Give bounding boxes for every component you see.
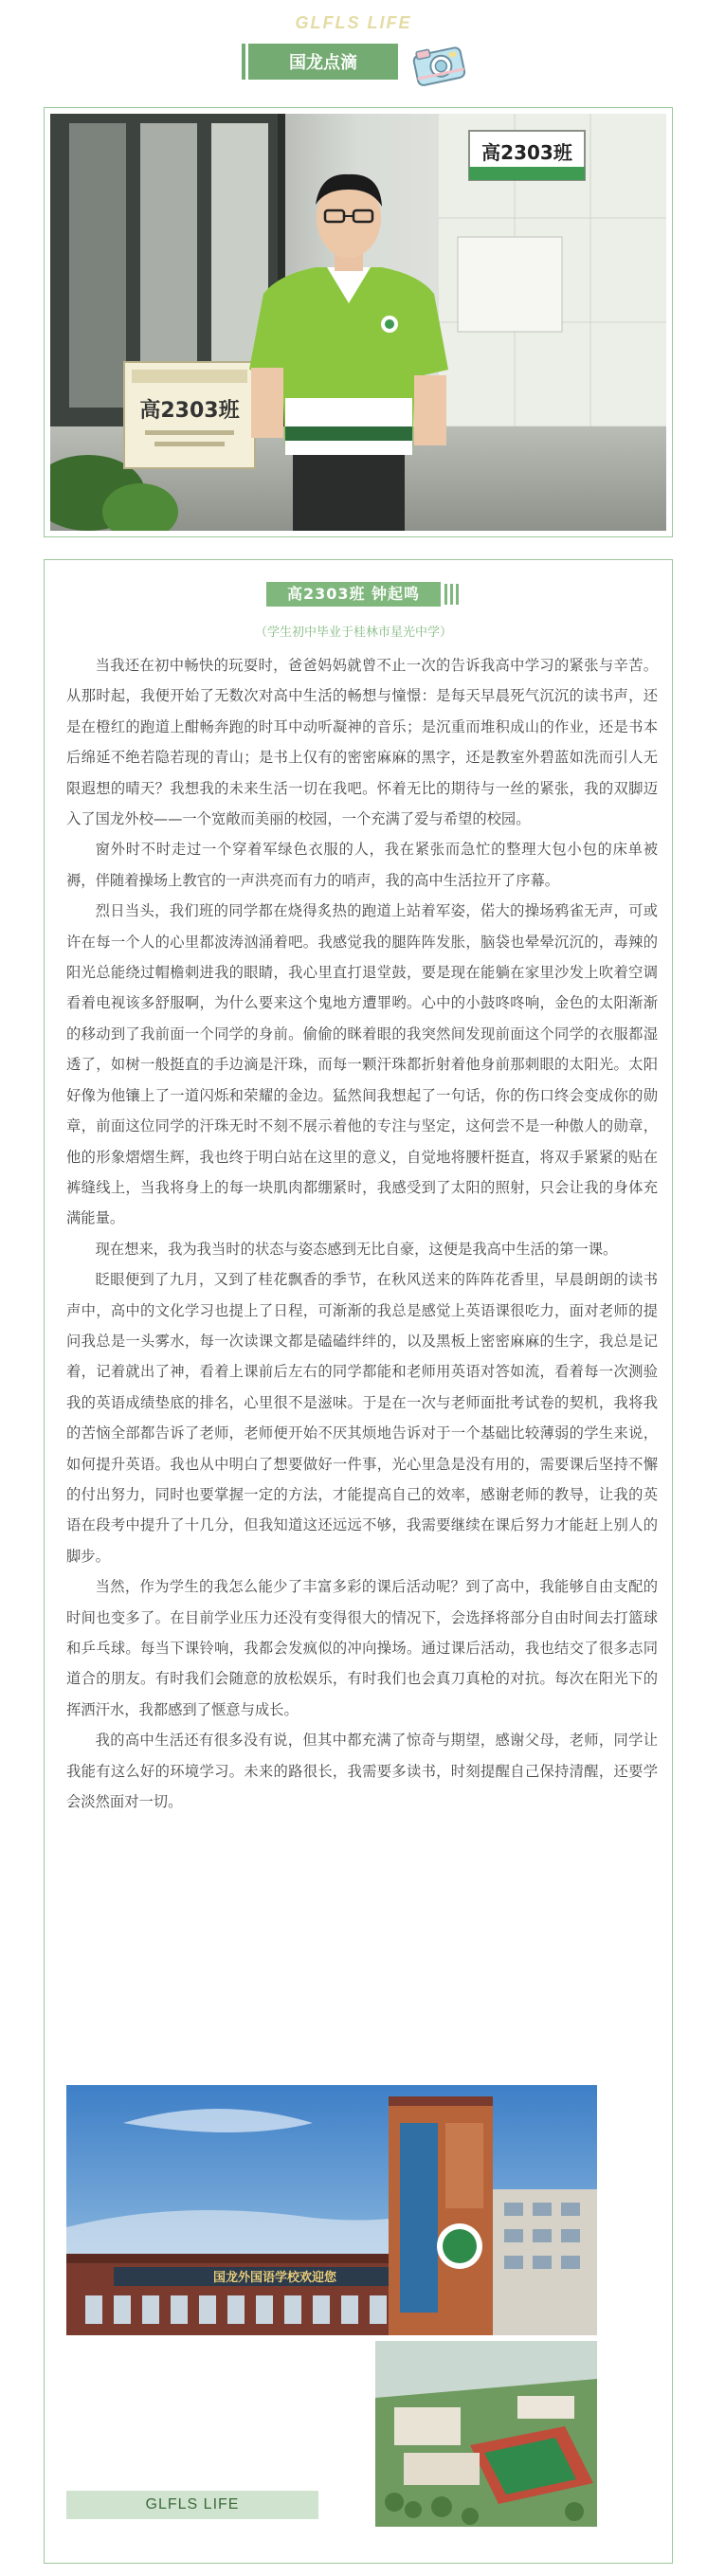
article-subtitle: （学生初中毕业于桂林市星光中学） (254, 626, 452, 640)
article-title-wrap (0, 582, 707, 607)
student-photo-frame (44, 107, 673, 537)
door-sign-text: 高2303班 (481, 141, 572, 164)
stand-sign-text: 高2303班 (139, 399, 240, 423)
title-bars-decoration (443, 582, 462, 607)
section-title: 国龙点滴 (248, 44, 398, 80)
paragraph: 当然，作为学生的我怎么能少了丰富多彩的课后活动呢？到了高中，我能够自由支配的时间也变多了。在目前学业压力还没有变得很大的情况下，会选择将部分自由时间去打篮球和乒乓球。每当下课铃响，我都会发疯似的冲向操场。通过课后活动，我也结交了很多志同道合的朋友。有时我们会随意的放松娱乐，有时我们也会真刀真枪的对抗。每次在阳光下的挥洒汗水，我都感到了惬意与成长。 (66, 1578, 658, 1718)
article-body (66, 650, 658, 1817)
building-banner-text: 国龙外国语学校欢迎您 (212, 2271, 337, 2285)
campus-aerial-photo (370, 2335, 603, 2532)
brand-header: GLFLS LIFE (295, 13, 412, 32)
paragraph: 我的高中生活还有很多没有说，但其中都充满了惊奇与期望，感谢父母，老师，同学让我能有这么好的环境学习。未来的路很长，我需要多读书，时刻提醒自己保持清醒，还要学会淡然面对一切。 (66, 1732, 658, 1811)
student-photo (50, 114, 666, 531)
camera-icon (409, 36, 470, 91)
footer-brand: GLFLS LIFE (66, 2491, 318, 2519)
school-building-photo (66, 2085, 597, 2335)
paragraph: 眨眼便到了九月，又到了桂花飘香的季节，在秋风送来的阵阵花香里，早晨朗朗的读书声中，高中的文化学习也提上了日程，可渐渐的我总是感觉上英语课很吃力，面对老师的提问我总是一头雾水，每一次读课文都是磕磕绊绊的，以及黑板上密密麻麻的生字，我总是记着，记着就出了神，看着上课前后左右的同学都能和老师用英语对答如流，看着每一次测验我的英语成绩垫底的排名，心里很不是滋味。于是在一次与老师面批考试卷的契机，我将我的苦恼全部都告诉了老师，老师便开始不厌其烦地告诉对于一个基础比较薄弱的学生来说，如何提升英语。我也从中明白了想要做好一件事，光心里急是没有用的，需要课后坚持不懈的付出努力，同时也要掌握一定的方法，才能提高自己的效率，感谢老师的教导，让我的英语在段考中提升了十几分，但我知道这还远远不够，我需要继续在课后努力才能赶上别人的脚步。 (66, 1271, 658, 1565)
paragraph: 窗外时不时走过一个穿着军绿色衣服的人，我在紧张而急忙的整理大包小包的床单被褥，伴随着操场上教官的一声洪亮而有力的哨声，我的高中生活拉开了序幕。 (66, 841, 658, 889)
paragraph: 现在想来，我为我当时的状态与姿态感到无比自豪，这便是我高中生活的第一课。 (95, 1240, 618, 1258)
paragraph: 当我还在初中畅快的玩耍时，爸爸妈妈就曾不止一次的告诉我高中学习的紧张与辛苦。从那时起，我便开始了无数次对高中生活的畅想与憧憬：是每天早晨死气沉沉的读书声，还是在橙红的跑道上酣畅奔跑的时耳中动听凝神的音乐；是沉重而堆积成山的作业，还是书本后绵延不绝若隐若现的青山；是书上仅有的密密麻麻的黑字，还是教室外碧蓝如洗而引人无限遐想的晴天？我想我的未来生活一切在我吧。怀着无比的期待与一丝的紧张，我的双脚迈入了国龙外校——一个宽敞而美丽的校园，一个充满了爱与希望的校园。 (66, 657, 658, 828)
article-title-text: 高2303班 钟起鸣 (286, 585, 421, 603)
section-title-accent (242, 44, 245, 80)
paragraph: 烈日当头，我们班的同学都在烧得炙热的跑道上站着军姿，偌大的操场鸦雀无声，可或许在每一个人的心里都波涛汹涌着吧。我感觉我的腿阵阵发胀，脑袋也晕晕沉沉的，毒辣的阳光总能绕过帽檐刺进我的眼睛，我心里直打退堂鼓，要是现在能躺在家里沙发上吹着空调看着电视该多舒服啊，为什么要来这个鬼地方遭罪哟。心中的小鼓咚咚响，金色的太阳渐渐的移动到了我前面一个同学的身前。偷偷的眯着眼的我突然间发现前面这个同学的衣服都湿透了，如树一般挺直的手边滴是汗珠，而每一颗汗珠都折射着他身前那刺眼的太阳光。太阳好像为他镶上了一道闪烁和荣耀的金边。猛然间我想起了一句话，你的伤口终会变成你的勋章，前面这位同学的汗珠无时不刻不展示着他的专注与坚定，这何尝不是一种傲人的勋章，他的形象熠熠生辉，我也终于明白站在这里的意义，自觉地将腰杆挺直，将双手紧紧的贴在裤缝线上，当我将身上的每一块肌肉都绷紧时，我感受到了太阳的照射，只会让我的身体充满能量。 (66, 902, 658, 1227)
article-title (266, 582, 441, 607)
